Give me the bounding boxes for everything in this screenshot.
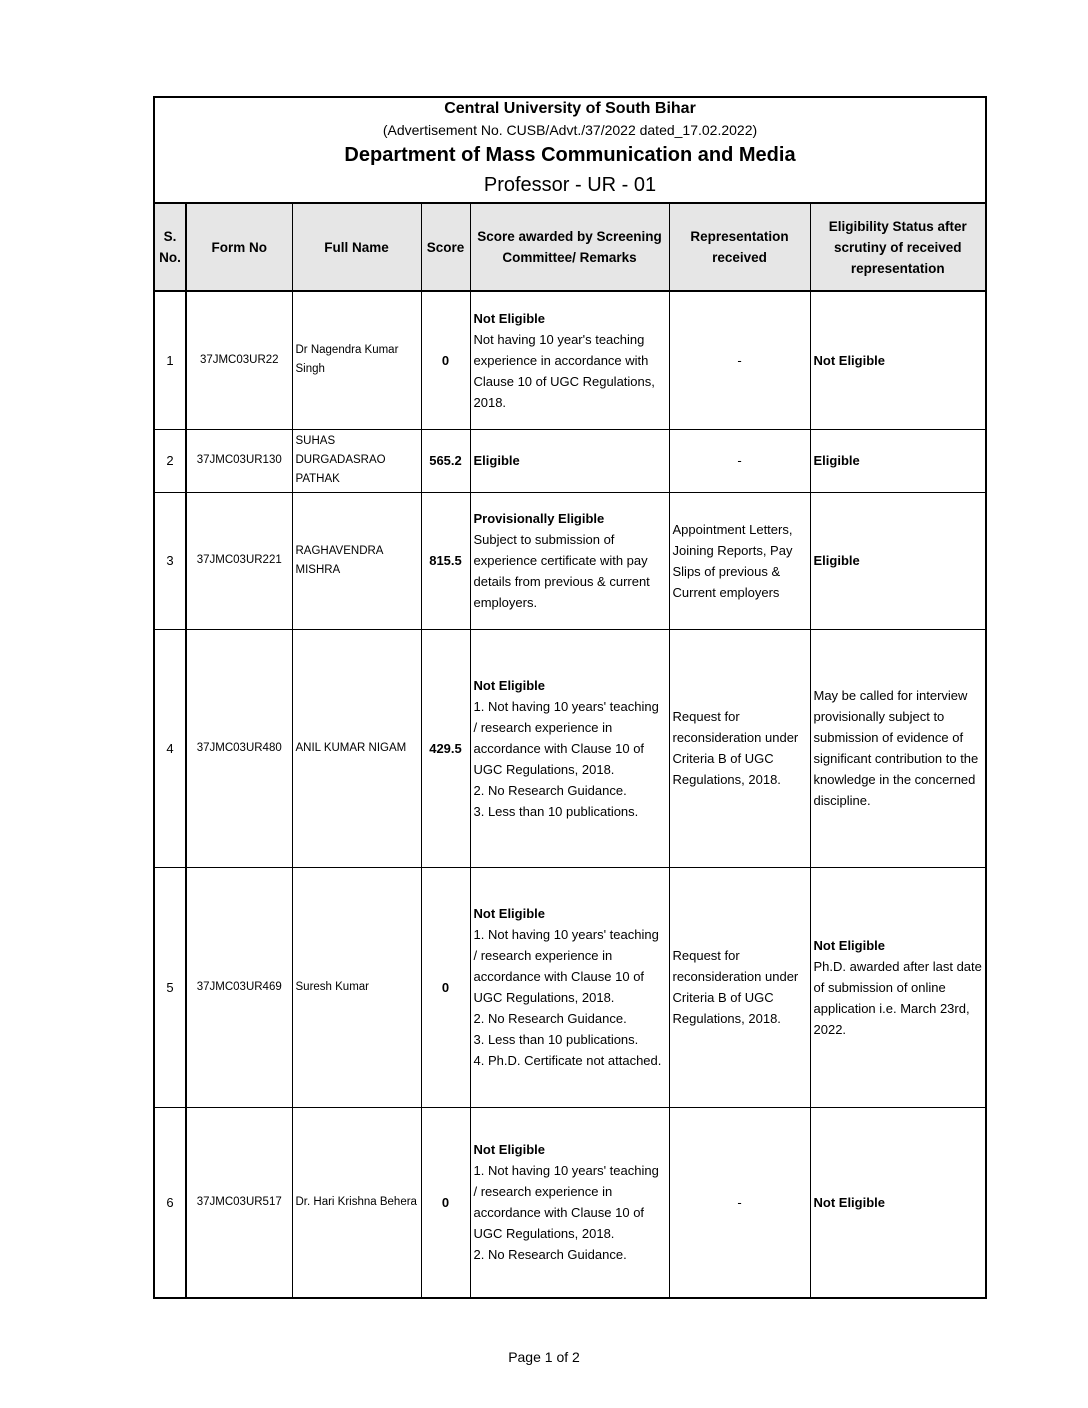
cell-score: 0 [421,867,470,1107]
remark-line: Subject to submission of experience certificate with pay details from previous & current employers. [473,532,650,610]
status-heading: Eligible [813,553,860,568]
cell-remarks [470,429,669,492]
post-title: Professor - UR - 01 [483,174,657,196]
remark-heading: Not Eligible [473,1142,545,1158]
col-header-form-no: Form No [186,204,292,291]
cell-form-no: 37JMC03UR221 [186,492,292,629]
cell-score: 815.5 [421,492,470,629]
remark-line: 2. No Research Guidance. [473,1011,627,1026]
remark-heading: Not Eligible [473,310,545,326]
remark-line: 2. No Research Guidance. [473,1247,627,1263]
status-heading: Eligible [813,453,860,468]
cell-status [810,429,985,492]
cell-representation: Request for reconsideration under Criteria B of UGC Regulations, 2018. [669,629,810,867]
table-row [155,629,985,867]
table-row [155,492,985,629]
col-header-remarks: Score awarded by Screening Committee/ Remarks [470,204,669,291]
col-header-representation: Representation received [669,204,810,291]
table-row [155,867,985,1107]
remark-line: 2. No Research Guidance. [473,782,627,798]
cell-full-name: ANIL KUMAR NIGAM [292,629,421,867]
col-header-sno: S. No. [155,204,186,291]
cell-sno: 4 [155,629,186,867]
remark-heading: Eligible [473,453,520,468]
cell-remarks [470,867,669,1107]
cell-status [810,291,985,429]
cell-remarks [470,291,669,429]
status-heading: Not Eligible [813,352,885,368]
cell-score: 0 [421,1107,470,1297]
status-heading: Not Eligible [813,1194,885,1210]
cell-full-name: RAGHAVENDRA MISHRA [292,492,421,629]
cell-form-no: 37JMC03UR480 [186,629,292,867]
cell-form-no: 37JMC03UR130 [186,429,292,492]
cell-score: 565.2 [421,429,470,492]
remark-line: 1. Not having 10 years' teaching / research experience in accordance with Clause 10 of UGC Regulations, 2018. [473,927,659,1005]
department-name: Department of Mass Communication and Media [344,144,796,166]
cell-status [810,492,985,629]
cell-full-name: Dr Nagendra Kumar Singh [292,291,421,429]
table-row [155,291,985,429]
remark-line: 3. Less than 10 publications. [473,803,639,819]
cell-sno: 6 [155,1107,186,1297]
cell-full-name: SUHAS DURGADASRAO PATHAK [292,429,421,492]
cell-status [810,629,985,867]
remark-line: 1. Not having 10 years' teaching / research experience in accordance with Clause 10 of UGC Regulations, 2018. [473,698,659,777]
cell-score: 0 [421,291,470,429]
cell-form-no: 37JMC03UR22 [186,291,292,429]
status-text: Ph.D. awarded after last date of submission of online application i.e. March 23rd, 2022. [813,958,982,1037]
cell-remarks [470,629,669,867]
table-header-row [155,204,985,291]
cell-representation: - [669,429,810,492]
cell-form-no: 37JMC03UR517 [186,1107,292,1297]
cell-sno: 1 [155,291,186,429]
cell-form-no: 37JMC03UR469 [186,867,292,1107]
status-heading: Not Eligible [813,937,885,953]
cell-representation: - [669,291,810,429]
cell-sno: 5 [155,867,186,1107]
cell-status [810,867,985,1107]
table-row [155,429,985,492]
cell-score: 429.5 [421,629,470,867]
status-text: May be called for interview provisionally subject to submission of evidence of significant contribution to the knowledge in the concerned discipline. [813,688,979,808]
document-header [155,98,985,204]
col-header-full-name: Full Name [292,204,421,291]
cell-full-name: Dr. Hari Krishna Behera [292,1107,421,1297]
remark-line: 3. Less than 10 publications. [473,1032,639,1047]
cell-full-name: Suresh Kumar [292,867,421,1107]
results-document [153,96,987,1299]
col-header-score: Score [421,204,470,291]
eligibility-table [155,204,985,1297]
cell-representation: Request for reconsideration under Criteria B of UGC Regulations, 2018. [669,867,810,1107]
cell-representation: Appointment Letters, Joining Reports, Pay Slips of previous & Current employers [669,492,810,629]
cell-status [810,1107,985,1297]
university-name: Central University of South Bihar [444,100,696,117]
cell-remarks [470,1107,669,1297]
table-row [155,1107,985,1297]
cell-remarks [470,492,669,629]
cell-representation: - [669,1107,810,1297]
remark-heading: Not Eligible [473,677,545,693]
col-header-status: Eligibility Status after scrutiny of received representation [810,204,985,291]
page-number: Page 1 of 2 [508,1349,580,1365]
remark-line: Not having 10 year's teaching experience in accordance with Clause 10 of UGC Regulations, 2018. [473,331,655,410]
cell-sno: 2 [155,429,186,492]
remark-line: 1. Not having 10 years' teaching / research experience in accordance with Clause 10 of UGC Regulations, 2018. [473,1163,659,1242]
advertisement-number: (Advertisement No. CUSB/Advt./37/2022 dated_17.02.2022) [382,122,758,138]
remark-heading: Provisionally Eligible [473,511,605,526]
remark-heading: Not Eligible [473,906,545,921]
remark-line: 4. Ph.D. Certificate not attached. [473,1053,662,1068]
cell-sno: 3 [155,492,186,629]
